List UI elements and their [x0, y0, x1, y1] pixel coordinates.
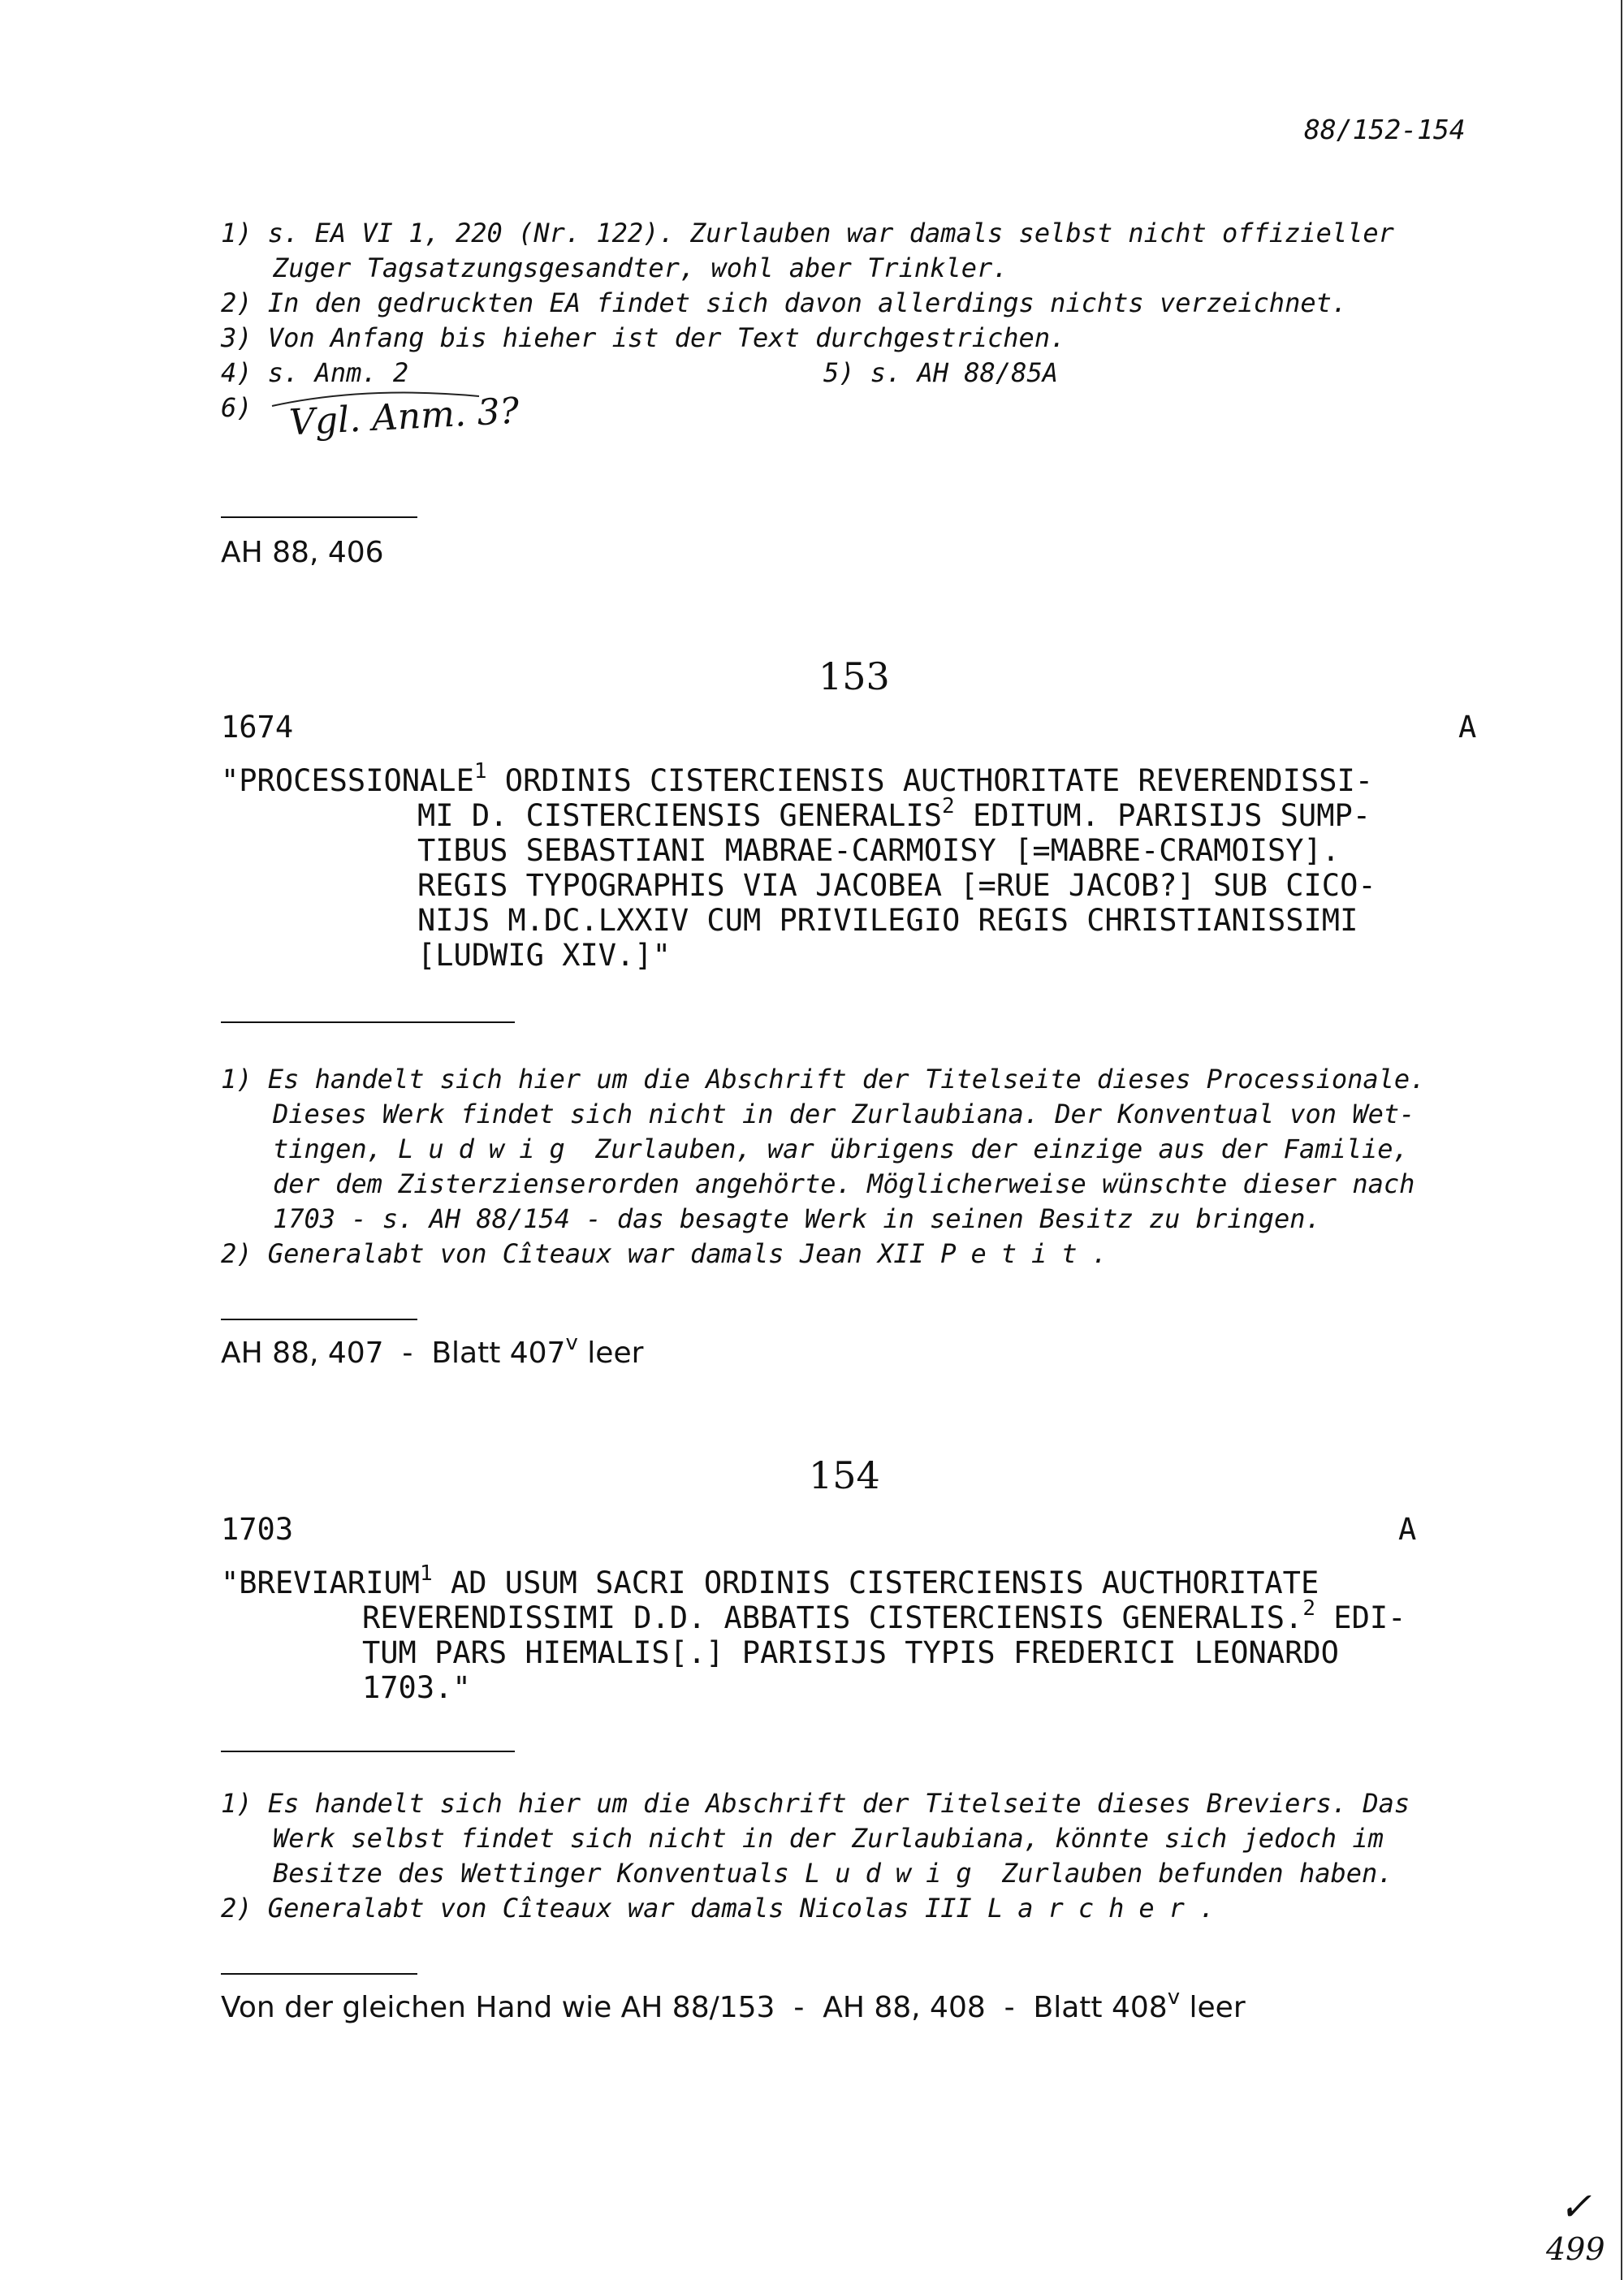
- footnote-4: 4) s. Anm. 2: [221, 357, 409, 388]
- title-153-line-2: MI D. CISTERCIENSIS GENERALIS$^2$ EDITUM. PARISIJS SUMP-: [417, 794, 1371, 833]
- footnote-3: 3) Von Anfang bis hieher ist der Text durchgestrichen.: [221, 322, 1066, 353]
- document-mark-153: A: [1458, 710, 1477, 745]
- fn154-1-line-3: Besitze des Wettinger Konventuals Ludwig Zurlauben befunden haben.: [273, 1858, 1393, 1889]
- checkmark-icon: ✓: [1559, 2184, 1592, 2230]
- footnote-5: 5) s. AH 88/85A: [823, 357, 1058, 388]
- title-154-line-3: TUM PARS HIEMALIS[.] PARISIJS TYPIS FREDERICI LEONARDO: [362, 1635, 1339, 1670]
- title-153-line-5: NIJS M.DC.LXXIV CUM PRIVILEGIO REGIS CHRISTIANISSIMI: [417, 903, 1358, 938]
- title-153-line-1: "PROCESSIONALE$^1$ ORDINIS CISTERCIENSIS AUCTHORITATE REVERENDISSI-: [221, 759, 1374, 798]
- title-153-line-3: TIBUS SEBASTIANI MABRAE-CARMOISY [=MABRE-CRAMOISY].: [417, 833, 1341, 868]
- year-1703: 1703: [221, 1512, 294, 1547]
- fn153-1-line-5: 1703 - s. AH 88/154 - das besagte Werk in seinen Besitz zu bringen.: [273, 1203, 1321, 1234]
- separator-rule-153: [221, 1319, 417, 1320]
- fn153-1-line-3: tingen, Ludwig Zurlauben, war übrigens der einzige aus der Familie,: [273, 1134, 1409, 1164]
- handwritten-page-number: 499: [1546, 2231, 1605, 2267]
- footnote-1-line-2: Zuger Tagsatzungsgesandter, wohl aber Trinkler.: [273, 253, 1009, 283]
- fn154-1-line-2: Werk selbst findet sich nicht in der Zurlaubiana, könnte sich jedoch im: [273, 1823, 1384, 1854]
- fn153-2: 2) Generalabt von Cîteaux war damals Jean XII Petit.: [221, 1238, 1108, 1269]
- fn153-1-line-2: Dieses Werk findet sich nicht in der Zurlaubiana. Der Konventual von Wet-: [273, 1099, 1415, 1129]
- page-edge: [1621, 0, 1622, 2280]
- document-number-154: 154: [809, 1453, 880, 1497]
- page-reference: 88/152-154: [1304, 114, 1466, 145]
- archive-reference-154: Von der gleichen Hand wie AH 88/153 - AH 88, 408 - Blatt 408$^v$ leer: [221, 1985, 1246, 2024]
- fn154-1-line-1: 1) Es handelt sich hier um die Abschrift der Titelseite dieses Breviers. Das: [221, 1788, 1410, 1819]
- document-mark-154: A: [1398, 1512, 1417, 1547]
- title-153-line-4: REGIS TYPOGRAPHIS VIA JACOBEA [=RUE JACOB?] SUB CICO-: [417, 868, 1376, 903]
- archive-reference-153: AH 88, 407 - Blatt 407$^v$ leer: [221, 1331, 644, 1370]
- title-154-line-4: 1703.": [362, 1670, 471, 1705]
- handwritten-stroke: [268, 382, 487, 414]
- separator-rule: [221, 516, 417, 518]
- fn153-1-line-1: 1) Es handelt sich hier um die Abschrift der Titelseite dieses Processionale.: [221, 1064, 1426, 1095]
- footnote-2: 2) In den gedruckten EA findet sich davon allerdings nichts verzeichnet.: [221, 287, 1348, 318]
- footnote-separator-153: [221, 1021, 515, 1023]
- separator-rule-154: [221, 1973, 417, 1975]
- title-153-line-6: [LUDWIG XIV.]": [417, 938, 671, 973]
- footnote-6: 6): [221, 392, 253, 423]
- fn154-2: 2) Generalabt von Cîteaux war damals Nicolas III Larcher.: [221, 1893, 1216, 1924]
- footnote-separator-154: [221, 1751, 515, 1752]
- fn153-1-line-4: der dem Zisterzienserorden angehörte. Möglicherweise wünschte dieser nach: [273, 1168, 1415, 1199]
- footnote-1-line-1: 1) s. EA VI 1, 220 (Nr. 122). Zurlauben war damals selbst nicht offizieller: [221, 218, 1394, 248]
- year-1674: 1674: [221, 710, 294, 745]
- title-154-line-2: REVERENDISSIMI D.D. ABBATIS CISTERCIENSIS GENERALIS.$^2$ EDI-: [362, 1596, 1406, 1635]
- archive-reference-152: AH 88, 406: [221, 536, 384, 569]
- handwritten-note: Vgl. Anm. 3?: [287, 390, 520, 444]
- document-number-153: 153: [818, 654, 890, 698]
- title-154-line-1: "BREVIARIUM$^1$ AD USUM SACRI ORDINIS CISTERCIENSIS AUCTHORITATE: [221, 1561, 1320, 1600]
